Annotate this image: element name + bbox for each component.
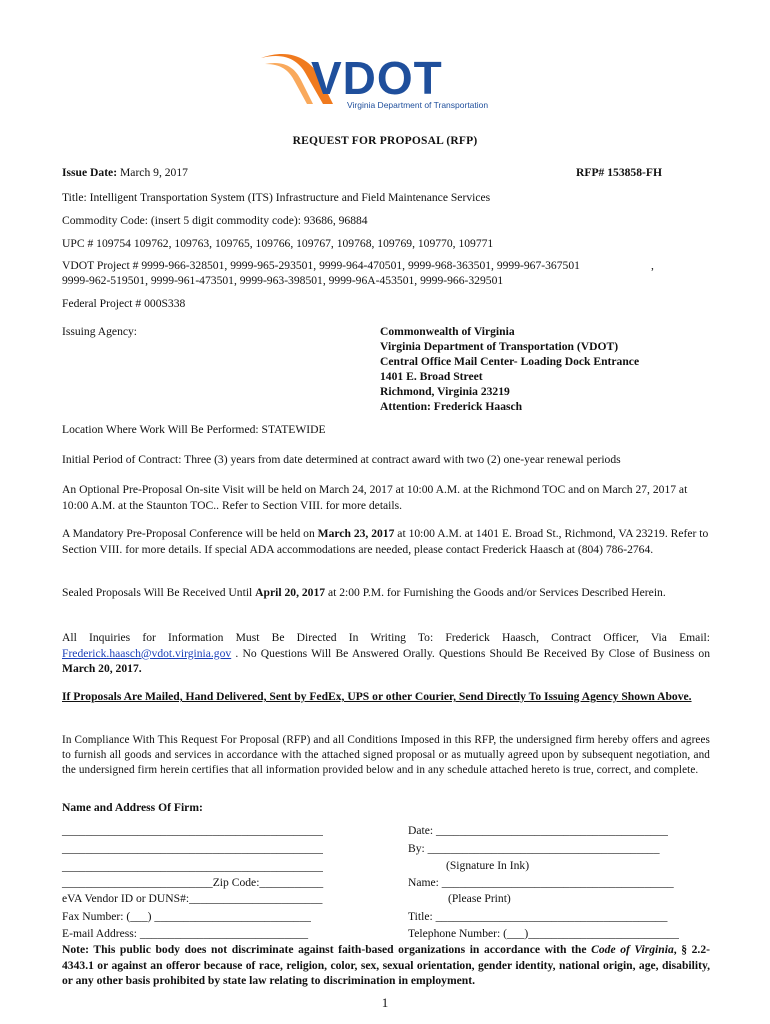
agency-line: Commonwealth of Virginia	[380, 325, 515, 338]
inquiries-date: March 20, 2017.	[62, 662, 142, 676]
conference-text: at 10:00 A.M. at 1401 E. Broad St., Richmond, VA 23219. Refer to Section VIII. for more details. If special ADA accommodations are needed, please contact Frederick Haasch at (804) 786-2764.	[62, 527, 709, 556]
logo-tagline: Virginia Department of Transportation	[347, 100, 489, 110]
inquiries-paragraph	[62, 630, 710, 677]
conference-text: A Mandatory Pre-Proposal Conference will be held on	[62, 527, 318, 540]
agency-line: Attention: Frederick Haasch	[380, 400, 523, 414]
vdot-logo	[255, 50, 515, 112]
issue-date: March 9, 2017	[119, 166, 188, 179]
date-field[interactable]: Date: ________________________________________	[408, 824, 668, 837]
vdot-project-line2: 9999-962-519501, 9999-961-473501, 9999-963-398501, 9999-96A-453501, 9999-966-329501	[62, 274, 504, 287]
agency-line: 1401 E. Broad Street	[380, 370, 483, 384]
conference-paragraph	[62, 526, 710, 557]
signature-field[interactable]: By: ________________________________________	[408, 842, 660, 855]
agency-line: Central Office Mail Center- Loading Dock Entrance	[380, 355, 640, 369]
inquiries-text: All Inquiries for Information Must Be Directed In Writing To: Frederick Haasch, Contract Officer, Via Email:	[62, 631, 710, 644]
sealed-text: at 2:00 P.M. for Furnishing the Goods and/or Services Described Herein.	[325, 586, 666, 599]
issuing-agency-label: Issuing Agency:	[62, 325, 138, 338]
commodity-line: Commodity Code: (insert 5 digit commodity code): 93686, 96884	[62, 214, 368, 227]
note-text: , § 2.2-4343.1 or against an offeror because of race, religion, color, sex, sexual orientation, gender identity, national origin, age, disability, or any other basis prohibited by state law relating to discrimination in employment.	[62, 943, 710, 988]
printed-name-field[interactable]: Name: ________________________________________	[408, 876, 674, 889]
sealed-text: Sealed Proposals Will Be Received Until	[62, 586, 256, 599]
onsite-visit-paragraph: An Optional Pre-Proposal On-site Visit will be held on March 24, 2017 at 10:00 A.M. at the Richmond TOC and on March 27, 2017 at 10:00 A.M. at the Staunton TOC.. Refer to Section VIII. for more details.	[62, 483, 688, 512]
vdot-project-comma: ,	[651, 259, 654, 272]
note-text: Note: This public body does not discriminate against faith-based organizations in accordance with the	[62, 943, 592, 956]
upc-line: UPC # 109754 109762, 109763, 109765, 109766, 109767, 109768, 109769, 109770, 109771	[62, 237, 494, 250]
agency-line: Virginia Department of Transportation (VDOT)	[380, 340, 619, 354]
page-title: REQUEST FOR PROPOSAL (RFP)	[292, 135, 478, 147]
signature-note: (Signature In Ink)	[446, 859, 530, 872]
firm-address-field[interactable]: _____________________________________________	[62, 842, 323, 855]
print-note: (Please Print)	[448, 892, 511, 905]
firm-address-field[interactable]: _____________________________________________	[62, 860, 323, 873]
issue-date-row	[62, 165, 662, 181]
sealed-date: April 20, 2017	[255, 586, 326, 599]
title-line: Title: Intelligent Transportation System (ITS) Infrastructure and Field Maintenance Services	[62, 191, 491, 204]
mailed-notice: If Proposals Are Mailed, Hand Delivered, Sent by FedEx, UPS or other Courier, Send Directly To Issuing Agency Shown Above.	[62, 690, 692, 703]
zip-code-field[interactable]: __________________________Zip Code:___________	[62, 876, 324, 889]
email-address-field[interactable]: E-mail Address: _____________________________	[62, 927, 309, 940]
contract-period-line: Initial Period of Contract: Three (3) years from date determined at contract award with two (2) one-year renewal periods	[62, 453, 621, 466]
federal-project-line: Federal Project # 000S338	[62, 297, 186, 310]
vdot-project-line1: VDOT Project # 9999-966-328501, 9999-965-293501, 9999-964-470501, 9999-968-363501, 9999-967-367501	[62, 259, 580, 272]
issuing-agency-address	[380, 324, 639, 414]
sealed-paragraph	[62, 585, 710, 601]
title-field[interactable]: Title: ________________________________________	[408, 910, 668, 923]
note-code-reference: Code of Virginia	[591, 943, 674, 956]
page-number: 1	[381, 995, 389, 1010]
nondiscrimination-note	[62, 942, 710, 989]
contact-email-link[interactable]: Frederick.haasch@vdot.virginia.gov	[62, 646, 232, 660]
rfp-number: RFP# 153858-FH	[576, 166, 662, 179]
logo-wordmark: VDOT	[311, 52, 443, 104]
firm-heading: Name and Address Of Firm:	[62, 801, 203, 814]
vdot-swoosh-icon	[255, 50, 515, 112]
agency-line: Richmond, Virginia 23219	[380, 385, 510, 399]
telephone-field[interactable]: Telephone Number: (___)__________________________	[408, 927, 679, 940]
compliance-paragraph: In Compliance With This Request For Proposal (RFP) and all Conditions Imposed in this RFP, the undersigned firm hereby offers and agrees to furnish all goods and services in accordance with the attached signed proposal or as mutually agreed upon by subsequent negotiation, and the undersigned firm herein certifies that all information provided below and in any schedule attached hereto is true, correct, and complete.	[62, 734, 710, 777]
conference-date: March 23, 2017	[317, 527, 395, 540]
eva-vendor-field[interactable]: eVA Vendor ID or DUNS#:_______________________	[62, 892, 323, 905]
issue-date-label: Issue Date:	[62, 166, 118, 179]
inquiries-text: . No Questions Will Be Answered Orally. Questions Should Be Received By Close of Business on	[231, 646, 710, 660]
fax-number-field[interactable]: Fax Number: (___) ___________________________	[62, 910, 311, 923]
location-line: Location Where Work Will Be Performed: STATEWIDE	[62, 423, 326, 436]
firm-name-field[interactable]: _____________________________________________	[62, 824, 323, 837]
